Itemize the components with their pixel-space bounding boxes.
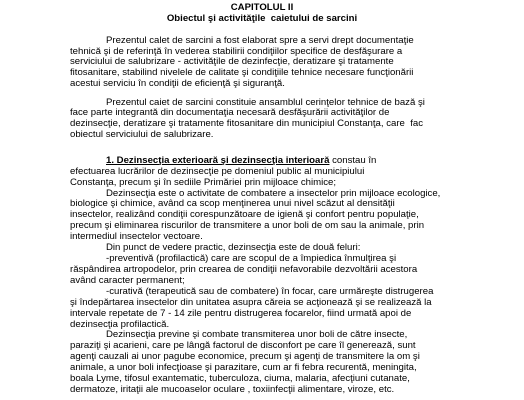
section-1-line: intermediul insectelor vectoare.: [70, 231, 203, 243]
section-1-line: Dezinsecţia previne şi combate transmiterea unor boli de către insecte,: [106, 329, 408, 341]
intro-line: fitosanitare, stabilind nivelele de calitate şi condiţiile tehnice necesare funcţionării: [70, 67, 414, 79]
scope-line: face parte integrantă din documentaţia necesară desfăşurării activităţilor de: [70, 107, 390, 119]
section-1-line: boala Lyme, tifosul exantematic, tuberculoza, ciuma, malaria, afecţiuni cutanate,: [70, 373, 410, 385]
section-1-line: răspândirea artropodelor, prin crearea de condiţii nefavorabile dezvoltării acestora: [70, 263, 418, 275]
section-1-line: intervale repetate de 7 - 14 zile pentru distrugerea focarelor, fiind urmată apoi de: [70, 307, 412, 319]
intro-line: tehnică şi de referinţă în vederea stabilirii condiţiilor specifice de desfăşurare a: [70, 45, 403, 57]
section-1-line: -curativă (terapeutică sau de combatere) în focar, care urmăreşte distrugerea: [106, 285, 434, 297]
scope-line: dezinsecţie, deratizare şi tratamente fitosanitare din municipiul Constanţa, care fac: [70, 118, 424, 130]
section-1-title: 1. Dezinsecţia exterioară şi dezinsecţia interioară: [106, 154, 330, 166]
section-1-line: Din punct de vedere practic, dezinsecţia este de două feluri:: [106, 242, 361, 253]
section-1-line: -preventivă (profilactică) care are scopul de a împiedica înmulţirea şi: [106, 253, 397, 264]
section-1-line: precum şi eliminarea riscurilor de transmitere a unor boli de om sau la animale, prin: [70, 220, 425, 232]
section-1-line: animale, a unor boli infecţioase şi parazitare, cum ar fi febra recurentă, meningita,: [70, 362, 417, 374]
section-1-line: având caracter permanent;: [70, 274, 185, 286]
section-1-title-rest: constau în: [329, 154, 377, 166]
chapter-number: CAPITOLUL II: [230, 1, 294, 13]
section-1-line: biologice şi chimice, având ca scop menţinerea unui nivel scăzut al densităţii: [70, 198, 395, 210]
section-1-line: Constanţa, precum şi în sediile Primăriei prin mijloace chimice;: [70, 176, 337, 188]
section-1-line: paraziţi şi acarieni, care pe lângă factorul de disconfort pe care îl generează, sunt: [70, 340, 416, 352]
scope-line: obiectul serviciului de salubrizare.: [70, 129, 214, 141]
scope-line: Prezentul caiet de sarcini constituie ansamblul cerinţelor tehnice de bază şi: [106, 96, 425, 108]
section-1-line: insectelor, realizând condiţii corespunzătoare de igienă şi confort pentru populaţie,: [70, 209, 419, 221]
section-1-line: Dezinsecţia este o activitate de combatere a insectelor prin mijloace ecologice,: [106, 187, 441, 199]
section-1-line: agenţi cauzali ai unor pagube economice, precum şi agenţi de transmitere la om şi: [70, 351, 420, 363]
intro-line: Prezentul calet de sarcini a fost elaborat spre a servi drept documentaţie: [106, 34, 414, 46]
chapter-title: Obiectul şi activităţile caietului de sarcini: [166, 12, 358, 24]
section-1-line: efectuarea lucrărilor de dezinsecţie pe domeniul public al municipiului: [70, 165, 365, 177]
section-1-line: şi îndepărtarea insectelor din unitatea asupra căreia se acţionează şi se realizează la: [70, 296, 432, 308]
intro-line: serviciului de salubrizare - activităţile de dezinfecţie, deratizare şi tratamente: [70, 56, 394, 68]
section-1-line: dezinsecţia profilactică.: [70, 318, 170, 330]
section-1-line: dermatoze, iritaţii ale mucoaselor oculare , toxiinfecţii alimentare, viroze, etc.: [70, 384, 395, 395]
intro-line: acestui serviciu în condiţii de eficienţă şi siguranţă.: [70, 78, 285, 90]
